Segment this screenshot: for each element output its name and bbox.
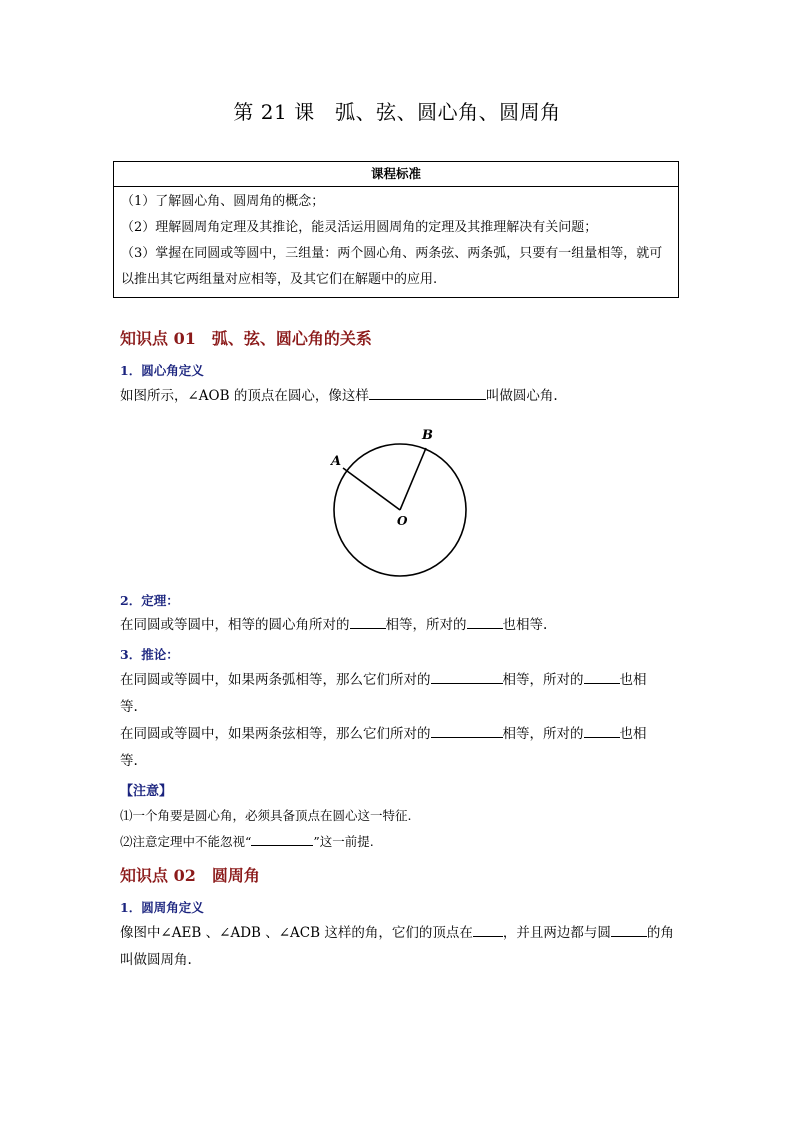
standard-item: （1）了解圆心角、圆周角的概念； [121, 194, 325, 209]
standard-item: （3）掌握在同圆或等圆中，三组量：两个圆心角、两条弦、两条弧，只要有一组量相等，就可以推出其它两组量对应相等，及其它们在解题中的应用. [121, 246, 663, 287]
text: ”这一前提. [313, 834, 374, 849]
answer-blank [584, 723, 620, 738]
central-angle-definition [120, 383, 680, 410]
corollary-chord [120, 721, 680, 775]
text: 也相 [619, 726, 647, 742]
standard-item: （2）理解圆周角定理及其推论，能灵活运用圆周角的定理及其推理解决有关问题； [121, 220, 598, 235]
section2-heading: 知识点 02 圆周角 [120, 866, 260, 885]
answer-blank [369, 385, 486, 400]
text: 相等，所对的 [385, 617, 467, 633]
theorem-text [120, 612, 680, 639]
radius-ob [400, 448, 426, 510]
section1-sub1-label: 1．圆心角定义 [120, 363, 204, 378]
text: 也相等. [502, 617, 548, 633]
point-o-label: O [397, 514, 408, 528]
text: 等. [120, 753, 138, 769]
section1-sub3-label: 3．推论： [120, 647, 179, 662]
circle-figure [320, 420, 480, 584]
point-b-label: B [422, 428, 433, 443]
text: 在同圆或等圆中，相等的圆心角所对的 [120, 617, 350, 633]
answer-blank [350, 614, 386, 629]
point-a-label: A [331, 454, 342, 469]
text: 在同圆或等圆中，如果两条弧相等，那么它们所对的 [120, 672, 431, 688]
text: 如图所示，∠AOB 的顶点在圆心，像这样 [120, 388, 369, 404]
answer-blank [431, 669, 503, 684]
corollary-arc [120, 667, 680, 721]
text: 叫做圆周角. [120, 952, 192, 968]
text: 叫做圆心角. [485, 388, 558, 404]
text: 也相 [619, 672, 647, 688]
page-title: 第 21 课 弧、弦、圆心角、圆周角 [233, 100, 561, 124]
text: 在同圆或等圆中，如果两条弦相等，那么它们所对的 [120, 726, 431, 742]
text: 等. [120, 699, 138, 715]
section2-sub1-label: 1．圆周角定义 [120, 900, 204, 915]
note-item-2 [120, 829, 680, 855]
section1-heading: 知识点 01 弧、弦、圆心角的关系 [120, 329, 372, 348]
note-label: 【注意】 [120, 784, 173, 799]
text: ⑵注意定理中不能忽视“ [120, 834, 252, 849]
answer-blank [251, 831, 313, 846]
note-item-1: ⑴一个角要是圆心角，必须具备顶点在圆心这一特征. [120, 808, 412, 823]
text: 相等，所对的 [502, 672, 584, 688]
course-standard-heading: 课程标准 [114, 162, 678, 187]
answer-blank [473, 922, 503, 937]
answer-blank [611, 922, 647, 937]
inscribed-angle-definition [120, 920, 680, 974]
answer-blank [467, 614, 503, 629]
text: 像图中∠AEB 、∠ADB 、∠ACB 这样的角，它们的顶点在 [120, 925, 473, 941]
text: ，并且两边都与圆 [502, 925, 611, 941]
course-standard-list [114, 187, 678, 293]
section1-sub2-label: 2．定理： [120, 593, 179, 608]
radius-oa [343, 468, 400, 510]
text: 的角 [646, 925, 674, 941]
answer-blank [431, 723, 503, 738]
answer-blank [584, 669, 620, 684]
text: 相等，所对的 [502, 726, 584, 742]
course-standard-box [113, 161, 679, 298]
